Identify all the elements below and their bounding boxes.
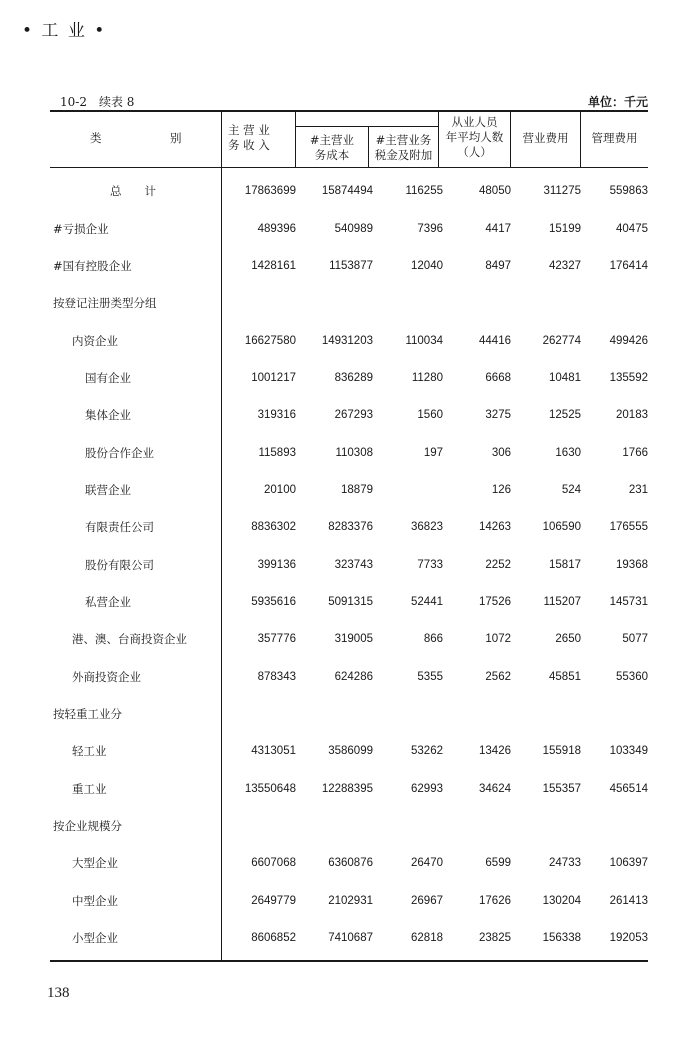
cell-value: 499426 (609, 335, 648, 347)
cell-value: 53262 (411, 745, 443, 757)
cell-value: 540989 (334, 223, 373, 235)
cell-value: 319316 (257, 409, 296, 421)
cell-value: 17526 (479, 596, 511, 608)
cell-value: 11280 (411, 372, 443, 384)
table-row (50, 703, 648, 725)
table-row (50, 666, 648, 688)
cell-value: 7733 (417, 559, 443, 571)
cell-value: 489396 (257, 223, 296, 235)
cell-value: 13550648 (244, 783, 296, 795)
table-top-rule (50, 110, 648, 112)
cell-value: 110308 (335, 447, 373, 459)
cell-value: 130204 (542, 895, 581, 907)
table-row (50, 404, 648, 426)
cell-value: 399136 (257, 559, 296, 571)
row-label: 股份有限公司 (85, 558, 154, 572)
row-label: #亏损企业 (53, 222, 109, 236)
row-label: 私营企业 (85, 595, 131, 609)
header-line: （人） (457, 145, 492, 159)
cell-value: 156338 (542, 932, 581, 944)
cell-value: 3586099 (328, 745, 373, 757)
table-row (50, 292, 648, 314)
cell-value: 2102931 (328, 895, 373, 907)
row-label: 集体企业 (85, 408, 131, 422)
cell-value: 3275 (485, 409, 511, 421)
cell-value: 62818 (411, 932, 443, 944)
cell-value: 14263 (479, 521, 511, 533)
cell-value: 135592 (609, 372, 648, 384)
row-label: 国有企业 (85, 371, 131, 385)
row-label: 港、澳、台商投资企业 (72, 632, 187, 646)
header-line: #主营业务 (375, 133, 432, 147)
row-label: 重工业 (72, 782, 107, 796)
cell-value: 145731 (609, 596, 648, 608)
cell-value: 197 (423, 447, 443, 459)
cell-value: 34624 (479, 783, 511, 795)
table-row (50, 927, 648, 949)
table-row (50, 890, 648, 912)
cell-value: 7410687 (328, 932, 373, 944)
cell-value: 20100 (264, 484, 296, 496)
table-row (50, 218, 648, 240)
cell-value: 6360876 (328, 857, 373, 869)
cell-value: 1001217 (251, 372, 296, 384)
cell-value: 176414 (609, 260, 648, 272)
cell-value: 12288395 (321, 783, 373, 795)
header-line: 务成本 (314, 148, 350, 162)
table-row (50, 740, 648, 762)
cell-value: 559863 (609, 185, 648, 197)
cell-value: 62993 (411, 783, 443, 795)
cell-value: 878343 (257, 671, 296, 683)
cell-value: 262774 (542, 335, 581, 347)
cell-value: 192053 (609, 932, 648, 944)
header-line: #主营业 (309, 133, 355, 147)
cell-value: 126 (491, 484, 511, 496)
table-row (50, 180, 648, 202)
header-line: 主 营 业 (228, 123, 270, 137)
cell-value: 12525 (549, 409, 581, 421)
cell-value: 40475 (616, 223, 648, 235)
cell-value: 44416 (479, 335, 511, 347)
cell-value: 5077 (622, 633, 648, 645)
cell-value: 23825 (479, 932, 511, 944)
header-line: 务 收 入 (228, 138, 270, 152)
table-row (50, 255, 648, 277)
cell-value: 8497 (485, 260, 511, 272)
cell-value: 1428161 (251, 260, 296, 272)
table-row (50, 778, 648, 800)
cell-value: 866 (423, 633, 443, 645)
header-employees (439, 115, 510, 160)
header-operating-expense: 营业费用 (522, 131, 569, 145)
row-label: 外商投资企业 (72, 670, 141, 684)
cell-value: 4313051 (251, 745, 296, 757)
table-caption (60, 93, 648, 109)
cell-value: 115893 (258, 447, 296, 459)
cell-value: 110034 (405, 335, 443, 347)
cell-value: 15199 (549, 223, 581, 235)
cell-value: 5091315 (328, 596, 373, 608)
cell-value: 20183 (616, 409, 648, 421)
row-label: #国有控股企业 (53, 259, 132, 273)
row-label: 中型企业 (72, 894, 118, 908)
cell-value: 116255 (405, 185, 443, 197)
cell-value: 103349 (609, 745, 648, 757)
cell-value: 26967 (411, 895, 443, 907)
table-code: 10-2 续表 8 (60, 95, 135, 109)
header-category-b: 别 (170, 131, 182, 145)
table-row (50, 330, 648, 352)
cell-value: 13426 (479, 745, 511, 757)
cell-value: 311275 (543, 185, 581, 197)
row-label: 轻工业 (72, 744, 107, 758)
cell-value: 55360 (616, 671, 648, 683)
table-row (50, 554, 648, 576)
cell-value: 115207 (543, 596, 581, 608)
cell-value: 6607068 (251, 857, 296, 869)
cell-value: 12040 (411, 260, 443, 272)
table-row (50, 367, 648, 389)
cell-value: 2649779 (251, 895, 296, 907)
cell-value: 106590 (542, 521, 581, 533)
table-row (50, 516, 648, 538)
header-category-a: 类 (90, 131, 102, 145)
row-label: 股份合作企业 (85, 446, 154, 460)
cell-value: 524 (561, 484, 581, 496)
cell-value: 1153877 (329, 260, 373, 272)
row-label: 有限责任公司 (85, 520, 154, 534)
row-label: 联营企业 (85, 483, 131, 497)
table-row (50, 591, 648, 613)
cell-value: 261413 (609, 895, 648, 907)
cell-value: 26470 (411, 857, 443, 869)
cell-value: 456514 (609, 783, 648, 795)
row-label: 按轻重工业分 (53, 707, 122, 721)
cell-value: 15874494 (321, 185, 373, 197)
cell-value: 624286 (334, 671, 373, 683)
cell-value: 323743 (334, 559, 373, 571)
cell-value: 18879 (341, 484, 373, 496)
header-line: 从业人员 (451, 115, 498, 129)
cell-value: 4417 (485, 223, 511, 235)
cell-value: 155918 (542, 745, 581, 757)
cell-value: 17863699 (244, 185, 296, 197)
cell-value: 36823 (411, 521, 443, 533)
header-line: 税金及附加 (374, 148, 433, 162)
cell-value: 17626 (479, 895, 511, 907)
header-main-tax (369, 133, 438, 163)
cell-value: 306 (491, 447, 511, 459)
running-head: • 工 业 • (22, 21, 107, 41)
cell-value: 357776 (257, 633, 296, 645)
cell-value: 6668 (485, 372, 511, 384)
row-label: 总 计 (110, 184, 156, 198)
table-row (50, 815, 648, 837)
cell-value: 10481 (549, 372, 581, 384)
row-label: 按企业规模分 (53, 819, 122, 833)
cell-value: 52441 (411, 596, 443, 608)
cell-value: 15817 (549, 559, 581, 571)
table-row (50, 442, 648, 464)
cell-value: 5355 (417, 671, 443, 683)
header-bottom-rule (50, 167, 648, 168)
cell-value: 16627580 (244, 335, 296, 347)
cell-value: 319005 (334, 633, 373, 645)
page-number: 138 (47, 985, 70, 1001)
row-label: 按登记注册类型分组 (53, 296, 157, 310)
row-label: 大型企业 (72, 856, 118, 870)
cell-value: 6599 (485, 857, 511, 869)
cell-value: 1630 (555, 447, 581, 459)
cell-value: 8283376 (328, 521, 373, 533)
cell-value: 2252 (485, 559, 511, 571)
cell-value: 24733 (549, 857, 581, 869)
cell-value: 5935616 (251, 596, 296, 608)
cell-value: 48050 (479, 185, 511, 197)
table-row (50, 479, 648, 501)
row-label: 内资企业 (72, 334, 118, 348)
cell-value: 155357 (542, 783, 581, 795)
header-main-cost (297, 133, 367, 163)
cell-value: 231 (628, 484, 648, 496)
header-line: 年平均人数 (445, 130, 504, 144)
cell-value: 7396 (417, 223, 443, 235)
row-label: 小型企业 (72, 931, 118, 945)
cell-value: 2650 (555, 633, 581, 645)
cell-value: 2562 (485, 671, 511, 683)
cell-value: 1766 (622, 447, 648, 459)
table-row (50, 852, 648, 874)
cell-value: 8836302 (251, 521, 296, 533)
cell-value: 106397 (609, 857, 648, 869)
cell-value: 45851 (549, 671, 581, 683)
cell-value: 267293 (334, 409, 373, 421)
cell-value: 8606852 (251, 932, 296, 944)
header-divider (295, 111, 296, 168)
cell-value: 836289 (334, 372, 373, 384)
cell-value: 42327 (549, 260, 581, 272)
cell-value: 176555 (609, 521, 648, 533)
header-admin-expense: 管理费用 (591, 131, 638, 145)
cell-value: 19368 (616, 559, 648, 571)
header-main-revenue (228, 123, 288, 153)
table-row (50, 628, 648, 650)
unit-label: 单位：千元 (587, 95, 648, 109)
cell-value: 14931203 (321, 335, 373, 347)
table-bottom-rule (50, 960, 648, 962)
header-sub-rule (295, 126, 438, 127)
cell-value: 1560 (417, 409, 443, 421)
cell-value: 1072 (485, 633, 511, 645)
